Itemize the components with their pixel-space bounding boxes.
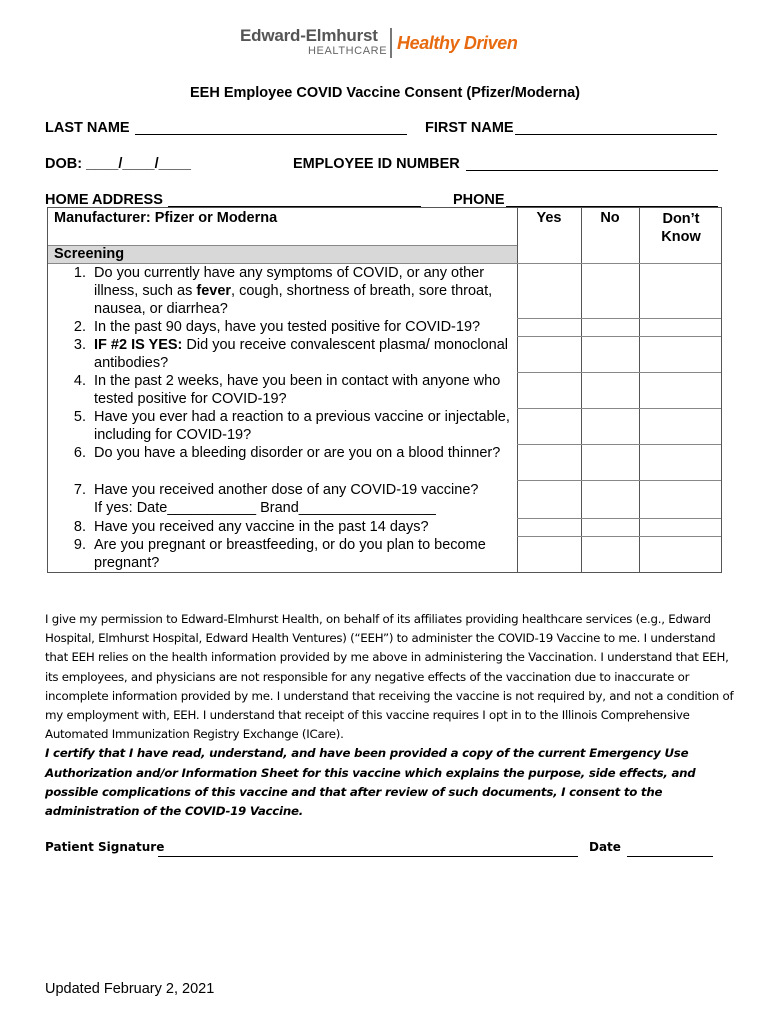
last-name-label: LAST NAME (45, 120, 130, 136)
employee-id-field[interactable] (466, 170, 718, 171)
date-label: Date (589, 840, 621, 854)
dob-field[interactable]: DOB: ____/____/____ (45, 156, 191, 172)
logo-divider (390, 28, 392, 58)
question-7-date-brand-fields[interactable]: If yes: Date___________ Brand_________________ (94, 500, 436, 516)
logo-sub: HEALTHCARE (308, 45, 388, 57)
screening-heading: Screening (54, 246, 125, 262)
logo-brand: Edward-Elmhurst (240, 26, 378, 45)
updated-footer: Updated February 2, 2021 (45, 981, 215, 997)
date-field[interactable] (627, 856, 713, 857)
col-yes: Yes (536, 210, 562, 226)
col-dont-know (639, 210, 723, 246)
screening-table: Manufacturer: Pfizer or Moderna Yes No Don’t Know Screening 1. Do you currently have any symptoms of COVID, or any other illness, such as fever, cough, shortness of breath, sore throat, nausea, or diarrhea? 2. In the past 90 days, have you tested positive for COVID-19? 3. IF #2 IS YES: Did you receive convalescent plasma/ monoclonal antibodies? 4. In the past 2 weeks, have you been in contact with anyone who tested positive for COVID-19? 5. Have you ever had a reaction to a previous vaccine or injectable, including for COVID-19? 6. Do you have a bleeding disorder or are you on a blood thinner? 7. Have you received another dose of any COVID-19 vaccine? If yes: Date___________ Brand_________________ 8. Have you received any vaccine in the past 14 days? 9. Are you pregnant or breastfeeding, or do you plan to become pregnant? (47, 207, 722, 573)
edward-elmhurst-logo (240, 26, 540, 66)
certify-text: I certify that I have read, understand, and have been provided a copy of the current Emergency Use Authorization and/or Information Sheet for this vaccine which explains the purpose, side effects, and possible complications of this vaccine and that after review of such documents, I consent to the administration of the COVID-19 Vaccine. (45, 746, 696, 819)
first-name-label: FIRST NAME (425, 120, 514, 136)
last-name-field[interactable] (135, 134, 407, 135)
employee-id-label: EMPLOYEE ID NUMBER (293, 156, 460, 172)
col-no: No (600, 210, 620, 226)
form-title: EEH Employee COVID Vaccine Consent (Pfizer/Moderna) (190, 85, 580, 101)
home-address-label: HOME ADDRESS (45, 192, 163, 208)
signature-field[interactable] (158, 856, 578, 857)
logo-tagline: Healthy Driven (397, 33, 518, 53)
phone-label: PHONE (453, 192, 505, 208)
col-dont-know-line2: Know (661, 229, 701, 245)
col-dont-know-line1: Don’t (662, 211, 700, 227)
first-name-field[interactable] (515, 134, 717, 135)
consent-text: I give my permission to Edward-Elmhurst Health, on behalf of its affiliates providing healthcare services (e.g., Edward Hospital, Elmhurst Hospital, Edward Health Ventures) (“EEH”) to administer the COVID-19 Vaccine to me. I understand that EEH relies on the health information provided by me above in administering the Vaccination. I understand that EEH, its employees, and physicians are not responsible for any negative effects of the vaccination due to inaccurate or incomplete information provided by me. I understand that receiving the vaccine is not required by, and not a condition of my employment with, EEH. I understand that receipt of this vaccine requires I opt in to the Illinois Comprehensive Automated Immunization Registry Exchange (ICare). (45, 612, 734, 742)
manufacturer-label: Manufacturer: Pfizer or Moderna (54, 210, 278, 226)
consent-paragraph (45, 610, 735, 821)
signature-label: Patient Signature (45, 840, 165, 854)
